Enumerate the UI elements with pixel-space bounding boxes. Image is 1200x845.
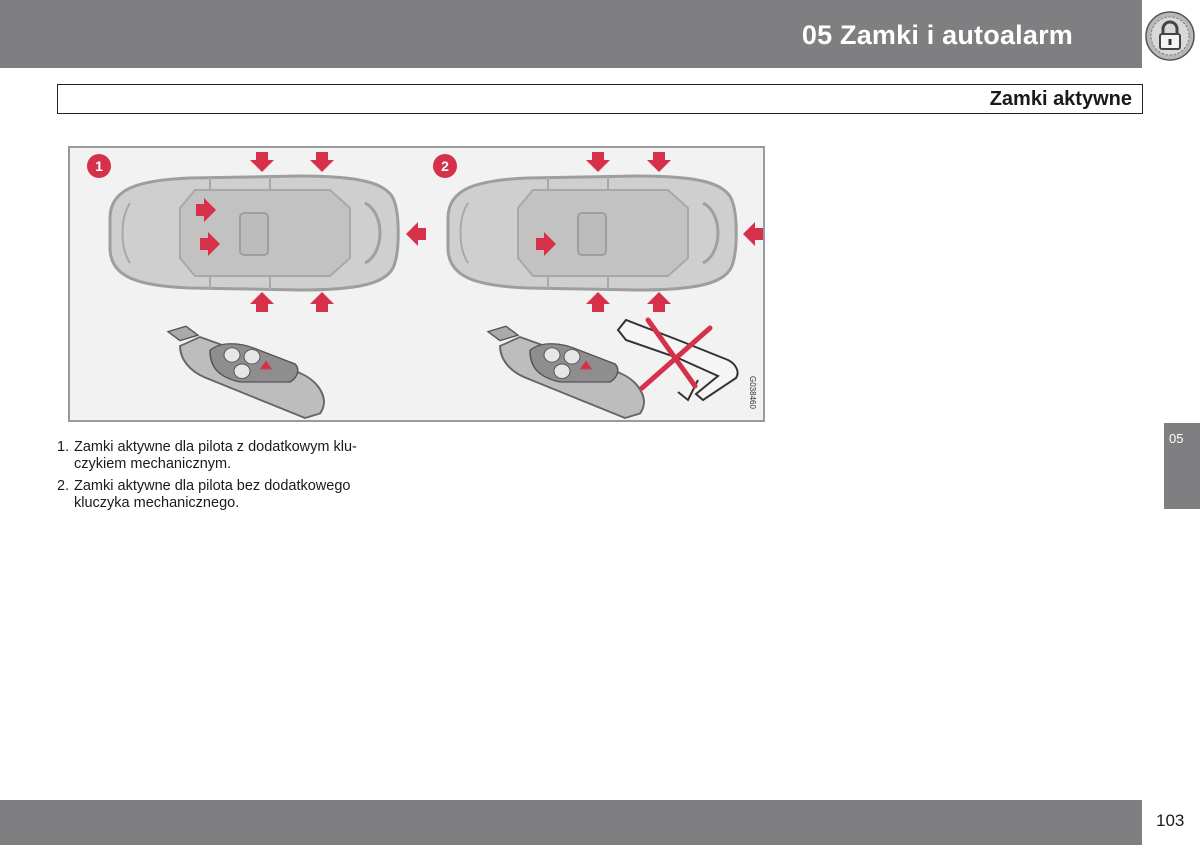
header-bar: [0, 0, 1142, 68]
padlock-icon: [1144, 10, 1196, 62]
section-title-box: [57, 84, 1143, 114]
caption-item: [57, 478, 402, 512]
car-2: [448, 176, 736, 290]
footer-bar: [0, 800, 1142, 845]
marker-2-badge: [433, 154, 457, 178]
marker-1-label: 1: [95, 158, 103, 174]
active-locks-illustration: [68, 146, 765, 422]
section-title: Zamki aktywne: [989, 88, 1132, 110]
remote-key-2: [488, 326, 644, 418]
chapter-side-tab[interactable]: [1164, 422, 1200, 509]
illustration-code: G038460: [748, 376, 757, 409]
caption-list: [57, 439, 402, 517]
caption-number: 1.: [57, 439, 70, 455]
chapter-side-tab-label: 05: [1169, 431, 1184, 446]
caption-text: Zamki aktywne dla pilota z dodatkowym klu-czykiem mechanicznym.: [74, 439, 357, 472]
marker-2-label: 2: [441, 158, 449, 174]
marker-1-badge: [87, 154, 111, 178]
caption-text: Zamki aktywne dla pilota bez dodatkowego kluczyka mechanicznego.: [74, 478, 351, 511]
caption-item: [57, 439, 402, 473]
chapter-title: 05 Zamki i autoalarm: [801, 20, 1073, 50]
car-1: [110, 176, 398, 290]
page-number-box: [1142, 800, 1200, 845]
caption-number: 2.: [57, 478, 70, 494]
remote-key-1: [168, 326, 324, 418]
page-number: 103: [1156, 811, 1185, 830]
